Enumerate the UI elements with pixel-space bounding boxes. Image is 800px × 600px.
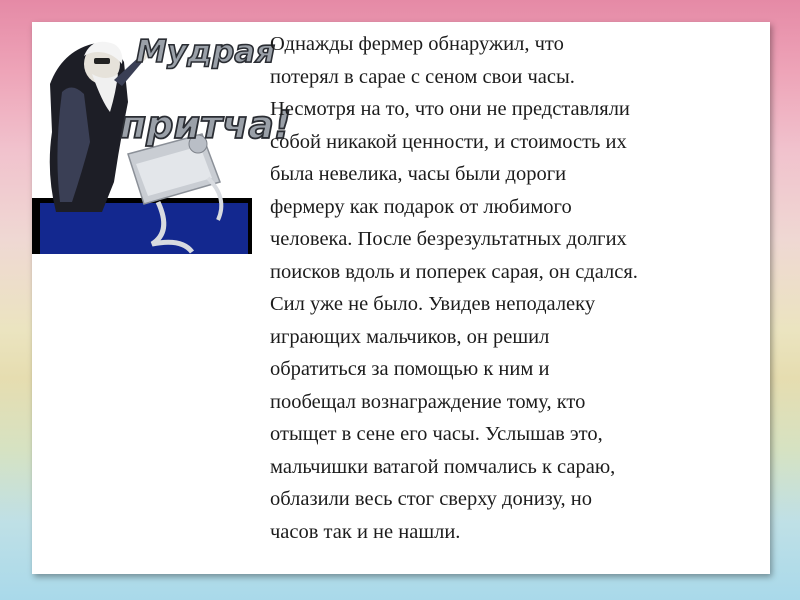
parable-text: Однажды фермер обнаружил, что потерял в сарае с сеном свои часы. Несмотря на то, что они не представляли собой никакой ценности, и стоимость их была невелика, часы были дороги фермеру как подарок от любимого человека. После безрезультатных долгих поисков вдоль и поперек сарая, он сдался. Сил уже не было. Увидев неподалеку играющих мальчиков, он решил обратиться за помощью к ним и пообещал вознаграждение тому, кто отыщет в сене его часы. Услышав это, мальчишки ватагой помчались к сараю, облазили весь стог сверху донизу, но часов так и не нашли. [270, 33, 638, 543]
illustration-svg [32, 22, 292, 254]
slide-panel [32, 22, 770, 574]
illustration-title-line1: Мудрая [136, 34, 276, 70]
wise-parable-illustration [32, 22, 292, 254]
illustration-title-line2: притча! [120, 103, 292, 147]
